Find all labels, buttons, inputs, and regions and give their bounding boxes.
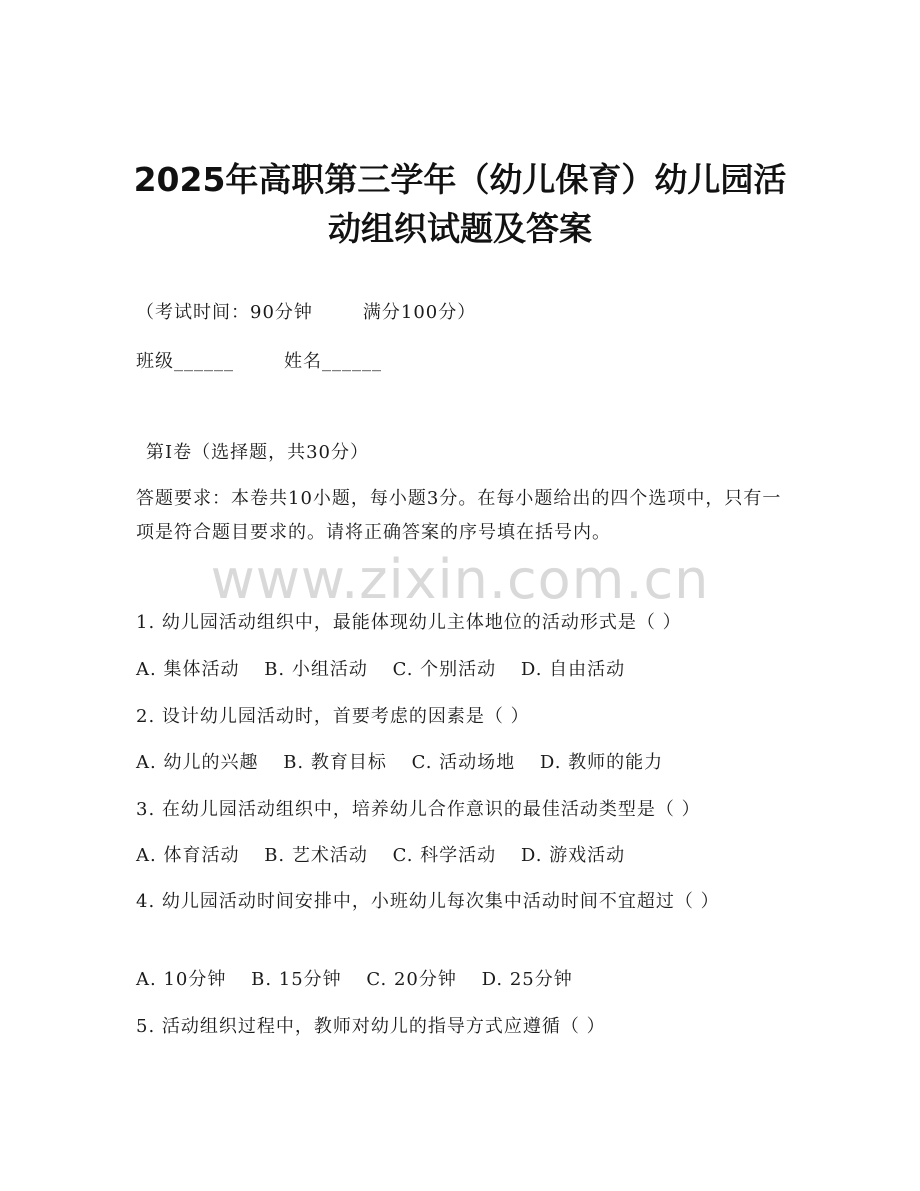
section-instructions: 答题要求：本卷共10小题，每小题3分。在每小题给出的四个选项中，只有一项是符合题目要求的。请将正确答案的序号填在括号内。: [136, 488, 782, 543]
option: B. 15分钟: [251, 969, 342, 990]
watermark: www.zixin.com.cn: [210, 548, 710, 611]
question-options: [136, 967, 573, 993]
option: C. 活动场地: [411, 752, 516, 773]
option: D. 游戏活动: [520, 845, 626, 866]
option: C. 20分钟: [366, 969, 457, 990]
question-stem: 5. 活动组织过程中，教师对幼儿的指导方式应遵循（ ）: [136, 1016, 606, 1037]
section-heading: 第Ⅰ卷（选择题，共30分）: [146, 442, 370, 463]
page-title-line-2: 动组织试题及答案: [328, 209, 592, 248]
option: C. 个别活动: [392, 659, 497, 680]
question-options: [136, 750, 663, 776]
question-stem: 2. 设计幼儿园活动时，首要考虑的因素是（ ）: [136, 706, 530, 727]
option: D. 自由活动: [520, 659, 626, 680]
question-stem: 1. 幼儿园活动组织中，最能体现幼儿主体地位的活动形式是（ ）: [136, 612, 682, 633]
class-field: 班级______: [136, 351, 234, 372]
exam-score: 满分100分）: [362, 302, 477, 323]
question-stem: 4. 幼儿园活动时间安排中，小班幼儿每次集中活动时间不宜超过（ ）: [136, 891, 720, 912]
option: A. 集体活动: [136, 659, 240, 680]
option: D. 教师的能力: [539, 752, 664, 773]
exam-time: （考试时间：90分钟: [136, 302, 313, 323]
student-info: [136, 349, 382, 375]
exam-info: [136, 300, 476, 326]
question-options: [136, 843, 625, 869]
option: C. 科学活动: [392, 845, 497, 866]
option: B. 教育目标: [283, 752, 387, 773]
name-field: 姓名______: [284, 351, 382, 372]
question-stem: 3. 在幼儿园活动组织中，培养幼儿合作意识的最佳活动类型是（ ）: [136, 799, 701, 820]
option: B. 小组活动: [264, 659, 368, 680]
option: D. 25分钟: [481, 969, 573, 990]
option: A. 体育活动: [136, 845, 240, 866]
option: A. 幼儿的兴趣: [136, 752, 259, 773]
option: B. 艺术活动: [264, 845, 368, 866]
page-title-line-1: 2025年高职第三学年（幼儿保育）幼儿园活: [133, 160, 787, 199]
option: A. 10分钟: [136, 969, 227, 990]
question-options: [136, 657, 625, 683]
